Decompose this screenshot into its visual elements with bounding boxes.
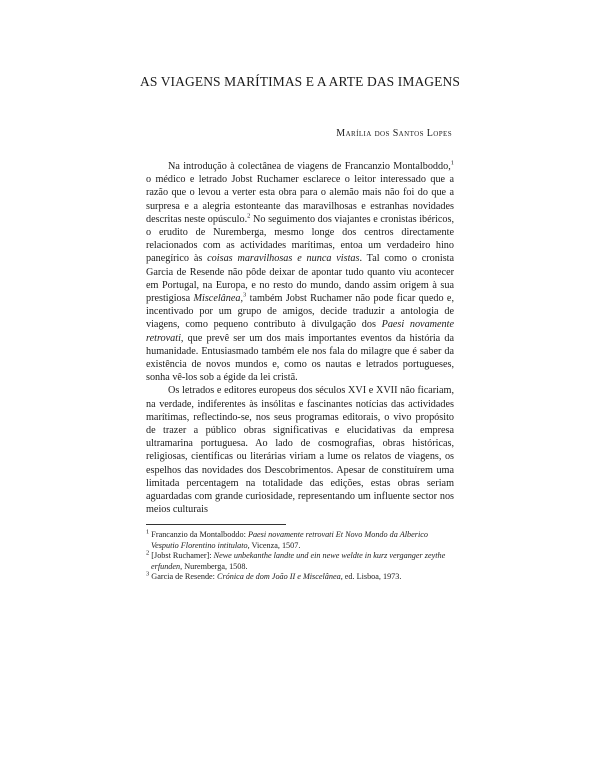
footnote-1 <box>146 530 454 551</box>
footnote-2 <box>146 551 454 572</box>
footnote-divider <box>146 524 286 525</box>
footnote-text: , Vicenza, 1507. <box>247 540 301 550</box>
author-name: Marília dos Santos Lopes <box>336 128 452 139</box>
footnote-3 <box>146 572 454 583</box>
footnote-number: 2 <box>146 549 150 557</box>
footnote-number: 1 <box>146 528 150 536</box>
italic-run: Paesi novamente retrovati <box>146 319 455 344</box>
paragraph-2: Os letrados e editores europeus dos séculos XVI e XVII não ficariam, na verdade, indiferentes às insólitas e fascinantes notícias das actividades marítimas, reflectindo-se, nos seus programas editorais, o vivo propósito de trazer a público obras significativas e elucidativas da empresa ultramarina portuguesa. Ao lado de cosmografias, obras históricas, religiosas, científicas ou literárias viriam a lume os relatos de viagens, os espelhos das novidades dos Descobrimentos. Apesar de constituírem uma limitada percentagem na totalidade das edições, estas obras seriam aguardadas com grande curiosidade, representando um influente sector nos meios culturais <box>146 385 454 516</box>
footnote-ref[interactable]: 2 <box>247 212 251 220</box>
footnote-text: Garcia de Resende: <box>149 572 217 582</box>
text-run: Na introdução à colectânea de viagens de Francanzio Montalboddo, <box>168 161 451 172</box>
text-run: No seguimento dos viajantes e cronistas ibéricos, o erudito de Nuremberga, mesmo longe dos centros directamente relacionados com as actividades marítimas, entoa um verdadeiro hino panegírico às <box>146 213 455 265</box>
footnotes <box>146 530 454 583</box>
text-run: , que prevê ser um dos mais importantes eventos da história da humanidade. Entusiasmado também ele nos fala do milagre que é saber da existência de novos mundos e, como os nautas e letrados portugueses, sonha vê-los sob a égide da lei cristã. <box>146 332 454 384</box>
main-text <box>146 160 454 516</box>
paragraph-1 <box>146 160 454 384</box>
footnote-number: 3 <box>146 570 150 578</box>
text-run: . Tal como o cronista Garcia de Resende não pôde deixar de apontar tudo quanto viu acontecer em Portugal, na Europa, e no resto do mundo, dando assim origem à sua prestigiosa <box>146 253 455 305</box>
footnote-ref[interactable]: 1 <box>450 159 454 167</box>
text-run: o médico e letrado Jobst Ruchamer esclarece o leitor interessado que a razão que o levou a verter esta obra para o alemão mais não foi do que a surpresa e a alegria estonteante das maravilhosas e estranhas novidades descritas neste opúsculo. <box>146 174 454 225</box>
footnote-italic: Crónica de dom João II e Miscelânea <box>217 572 341 582</box>
footnote-text: , ed. Lisboa, 1973. <box>340 572 402 582</box>
footnote-italic: Newe unbekanthe landte und ein newe weldte in kurz verganger zeythe erfunden <box>151 551 446 571</box>
footnote-text: Francanzio da Montalboddo: <box>149 530 248 539</box>
footnote-ref[interactable]: 3 <box>243 291 247 299</box>
italic-run: Miscelânea, <box>193 293 244 305</box>
footnote-italic: Paesi novamente retrovati Et Novo Mondo da Alberico Vesputio Florentino intitulato <box>151 530 428 550</box>
italic-run: coisas maravilhosas e nunca vistas <box>207 253 360 265</box>
page-title: AS VIAGENS MARÍTIMAS E A ARTE DAS IMAGENS <box>140 74 460 89</box>
footnote-text: [Jobst Ruchamer]: <box>149 551 214 561</box>
footnote-text: , Nuremberga, 1508. <box>180 561 248 571</box>
text-run: também Jobst Ruchamer não pode ficar quedo e, incentivado por um grupo de amigos, decide traduzir a antologia de viagens, como pequeno contributo à divulgação dos <box>146 293 455 331</box>
